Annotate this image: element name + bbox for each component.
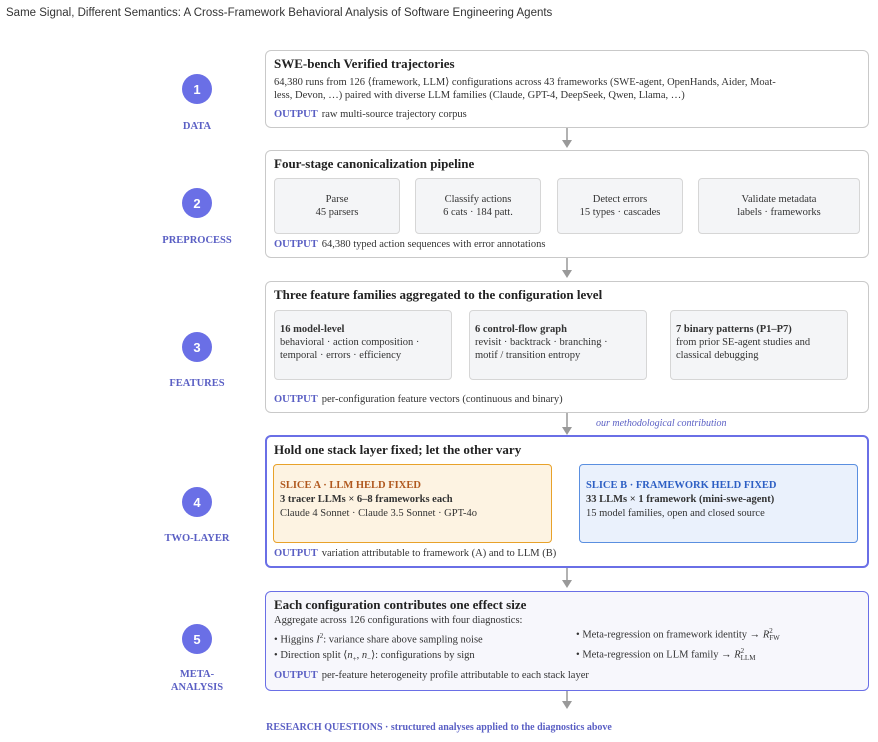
diagnostic-higgins: • Higgins $I^2$: variance share above sampling noise	[274, 632, 483, 646]
output-label: OUTPUT	[274, 394, 318, 405]
two-layer-card	[265, 435, 869, 568]
output-text: variation attributable to framework (A) and to LLM (B)	[321, 548, 557, 559]
slice-a-heading: SLICE A · LLM HELD FIXED	[280, 480, 421, 491]
slice-a-bold: 3 tracer LLMs × 6–8 frameworks each	[280, 494, 453, 505]
stage-1-marker: 1	[182, 74, 212, 104]
stage-5-label: META-ANALYSIS	[170, 669, 224, 693]
slice-b-bold: 33 LLMs × 1 framework (mini-swe-agent)	[586, 494, 775, 505]
family-line: from prior SE-agent studies and	[676, 337, 811, 348]
math-scripts	[741, 648, 756, 662]
output-label: OUTPUT	[274, 239, 318, 250]
bullet-text: : variance share above sampling noise	[323, 634, 483, 646]
step-detail: labels · frameworks	[737, 207, 821, 218]
bullet-text: ,	[356, 650, 362, 661]
data-card-line1: 64,380 runs from 126 ⟨framework, LLM⟩ configurations across 43 frameworks (SWE-agent, OpenHands, Aider, Moat-	[274, 77, 776, 88]
math-symbol: I	[316, 634, 320, 646]
data-card-title: SWE-bench Verified trajectories	[274, 56, 455, 71]
diagnostic-direction: • Direction split $⟨n_+$, $n_-⟩$: configurations by sign	[274, 650, 475, 664]
two-layer-card-output	[274, 548, 556, 559]
slice-a-box	[273, 464, 552, 543]
slice-b-text: 15 model families, open and closed source	[586, 508, 765, 519]
step-detail: 6 cats · 184 patt.	[443, 207, 513, 218]
stage-4-label: TWO-LAYER	[164, 533, 230, 544]
output-label: OUTPUT	[274, 109, 318, 120]
family-title: 7 binary patterns (P1–P7)	[676, 324, 792, 335]
data-card-line2: less, Devon, …) paired with diverse LLM families (Claude, GPT-4, DeepSeek, Qwen, Llama, …)	[274, 90, 685, 101]
features-card	[265, 281, 869, 413]
step-name: Validate metadata	[741, 194, 817, 205]
features-card-title: Three feature families aggregated to the configuration level	[274, 287, 603, 302]
stage-3-marker: 3	[182, 332, 212, 362]
math-sup: 2	[769, 627, 773, 635]
math-sub: −	[367, 655, 372, 664]
meta-card-intro: Aggregate across 126 configurations with four diagnostics:	[274, 615, 523, 626]
stage-5-marker: 5	[182, 624, 212, 654]
family-title: 16 model-level	[280, 324, 345, 335]
output-text: per-feature heterogeneity profile attributable to each stack layer	[321, 670, 589, 681]
step-detail: 45 parsers	[315, 207, 359, 218]
output-label: OUTPUT	[274, 548, 318, 559]
math-sup: 2	[740, 647, 745, 655]
family-line: temporal · errors · efficiency	[280, 350, 402, 361]
contribution-note: our methodological contribution	[596, 418, 727, 429]
math-symbol: n	[347, 650, 353, 661]
features-card-output	[274, 394, 563, 405]
output-text: raw multi-source trajectory corpus	[321, 109, 467, 120]
pipeline-step-parse	[274, 178, 400, 234]
output-text: per-configuration feature vectors (continuous and binary)	[321, 394, 563, 405]
data-card-output	[274, 109, 467, 120]
slice-b-heading: SLICE B · FRAMEWORK HELD FIXED	[586, 480, 777, 491]
research-questions-footer: RESEARCH QUESTIONS · structured analyses applied to the diagnostics above	[266, 722, 612, 733]
bullet-text: Higgins	[280, 634, 317, 646]
data-card	[265, 50, 869, 128]
math-sup: 2	[319, 632, 324, 640]
bullet-text: Meta-regression on LLM family →	[582, 649, 735, 661]
family-line: revisit · backtrack · branching ·	[475, 337, 608, 348]
bullet-text: Meta-regression on framework identity →	[582, 629, 763, 641]
math-symbol: R	[762, 629, 770, 641]
meta-card-output	[274, 670, 589, 681]
family-line: motif / transition entropy	[475, 350, 581, 361]
output-label: OUTPUT	[274, 670, 318, 681]
page-title: Same Signal, Different Semantics: A Cross-Framework Behavioral Analysis of Software Engineering Agents	[6, 7, 553, 19]
pipeline-step-detect	[557, 178, 683, 234]
feature-family-model	[274, 310, 452, 380]
bullet-text: ⟩: configurations by sign	[371, 650, 475, 661]
math-sub: +	[352, 655, 357, 664]
preprocess-card	[265, 150, 869, 258]
pipeline-step-classify	[415, 178, 541, 234]
diagnostic-llm-regression: • Meta-regression on LLM family → R 2 LLM	[576, 647, 756, 662]
pipeline-step-validate	[698, 178, 860, 234]
stage-3-label: FEATURES	[169, 378, 225, 389]
math-sub: LLM	[740, 654, 756, 662]
step-detail: 15 types · cascades	[579, 207, 661, 218]
stage-2-label: PREPROCESS	[162, 235, 232, 246]
bullet-text: Direction split ⟨	[280, 650, 348, 661]
step-name: Detect errors	[592, 194, 648, 205]
preprocess-card-output	[274, 239, 545, 250]
preprocess-card-title: Four-stage canonicalization pipeline	[274, 156, 475, 171]
step-name: Classify actions	[444, 194, 512, 205]
math-symbol: R	[734, 649, 741, 661]
diagnostic-framework-regression: • Meta-regression on framework identity → R 2 FW	[576, 627, 780, 642]
feature-family-binary	[670, 310, 848, 380]
two-layer-card-title: Hold one stack layer fixed; let the other vary	[274, 442, 522, 457]
math-scripts	[769, 628, 780, 642]
math-sub: FW	[769, 634, 780, 642]
stage-2-marker: 2	[182, 188, 212, 218]
stage-4-marker: 4	[182, 487, 212, 517]
meta-card-title: Each configuration contributes one effect size	[274, 597, 527, 612]
step-name: Parse	[325, 194, 349, 205]
slice-a-text: Claude 4 Sonnet · Claude 3.5 Sonnet · GPT-4o	[280, 508, 478, 519]
slice-b-box	[579, 464, 858, 543]
math-symbol: n	[361, 650, 368, 661]
output-text: 64,380 typed action sequences with error annotations	[321, 239, 546, 250]
family-title: 6 control-flow graph	[475, 324, 567, 335]
stage-1-label: DATA	[182, 121, 212, 132]
family-line: classical debugging	[676, 350, 759, 361]
family-line: behavioral · action composition ·	[280, 337, 420, 348]
meta-card	[265, 591, 869, 691]
feature-family-cfg	[469, 310, 647, 380]
